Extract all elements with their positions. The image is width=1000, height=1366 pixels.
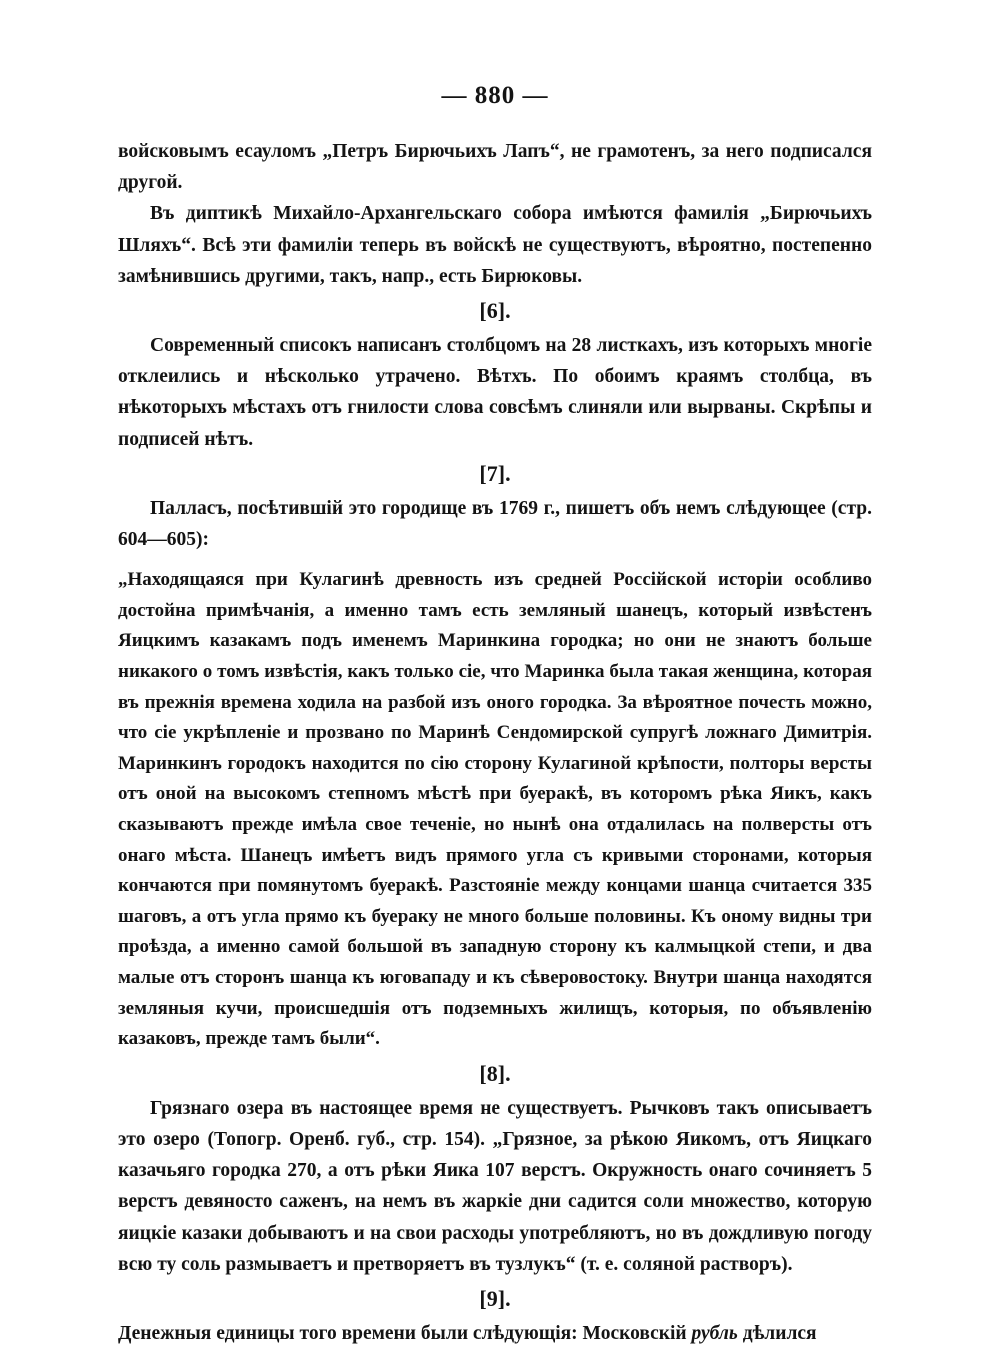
section-heading-9: [9].	[479, 1285, 511, 1311]
paragraph-7-italic: рубль	[691, 1322, 738, 1344]
paragraph-7-start: Денежныя единицы того времени были слѣдующія: Московскій	[118, 1322, 692, 1344]
paragraph-3: Современный списокъ написанъ столбцомъ на 28 листкахъ, изъ которыхъ многіе отклеились и нѣсколько утрачено. Вѣтхъ. По обоимъ краямъ столбца, въ нѣкоторыхъ мѣстахъ отъ гнилости слова совсѣмъ слиняли или вырваны. Скрѣпы и подписей нѣтъ.	[118, 335, 872, 450]
quote-pallas: „Находящаяся при Кулагинѣ древность изъ средней Россійской исторіи особливо достойна примѣчанія, а именно тамъ есть земляный шанецъ, который извѣстенъ Яицкимъ казакамъ подъ именемъ Маринкина городка; но они не знаютъ больше никакого о томъ извѣстія, какъ только сіе, что Маринка была такая женщина, которая въ прежнія времена ходила на разбой изъ оного городка. За вѣроятное почесть можно, что сіе укрѣпленіе и прозвано по Маринѣ Сендомирской супругѣ ложнаго Димитрія. Маринкинъ городокъ находится по сію сторону Кулагиной крѣпости, полторы версты отъ оной на высокомъ степномъ мѣстѣ при буеракѣ, въ которомъ рѣка Яикъ, какъ сказываютъ прежде имѣла свое теченіе, но нынѣ она отдалилась на полверсты отъ онаго мѣста. Шанецъ имѣетъ видъ прямого угла съ кривыми сторонами, которыя кончаются при помянутомъ буеракѣ. Разстояніе между концами шанца считается 335 шаговъ, а отъ угла прямо къ буераку не много больше половины. Къ оному видны три проѣзда, а именно самой большой въ западную сторону къ калмыцкой степи, и два малые отъ сторонъ шанца къ юговападу и къ сѣверовостоку. Внутри шанца находятся земляныя кучи, происшедшія отъ подземныхъ жилищъ, которыя, по объявленію казаковъ, прежде тамъ были“.	[118, 569, 872, 1050]
paragraph-2: Въ диптикѣ Михайло-Архангельскаго собора имѣются фамилія „Бирючьихъ Шляхъ“. Всѣ эти фамиліи теперь въ войскѣ не существуютъ, вѣроятно, постепенно замѣнившись другими, такъ, напр., есть Бирюковы.	[118, 203, 872, 287]
paragraph-6: Грязнаго озера въ настоящее время не существуетъ. Рычковъ такъ описываетъ это озеро (Топогр. Оренб. губ., стр. 154). „Грязное, за рѣкою Яикомъ, отъ Яицкаго казачьяго городка 270, а отъ рѣки Яика 107 верстъ. Окружность онаго сочиняетъ 5 верстъ девяносто саженъ, на немъ въ жаркіе дни садится соли множество, которую яицкіе казаки добываютъ и на свои расходы употребляютъ, но въ дождливую погоду всю ту соль размываетъ и претворяетъ въ тузлукъ“ (т. е. соляной растворъ).	[118, 1097, 872, 1275]
section-heading-6: [6].	[479, 298, 511, 324]
page-number: — 880 —	[441, 82, 549, 109]
document-page	[118, 82, 872, 1349]
section-heading-7: [7].	[479, 460, 511, 486]
paragraph-1: войсковымъ есауломъ „Петръ Бирючьихъ Лапъ“, не грамотенъ, за него подписался другой.	[118, 141, 872, 194]
paragraph-7-end: дѣлился	[737, 1322, 817, 1344]
section-heading-8: [8].	[479, 1060, 511, 1086]
paragraph-4: Палласъ, посѣтившій это городище въ 1769 г., пишетъ объ немъ слѣдующее (стр. 604—605):	[118, 497, 872, 551]
paragraph-7	[118, 1318, 872, 1349]
